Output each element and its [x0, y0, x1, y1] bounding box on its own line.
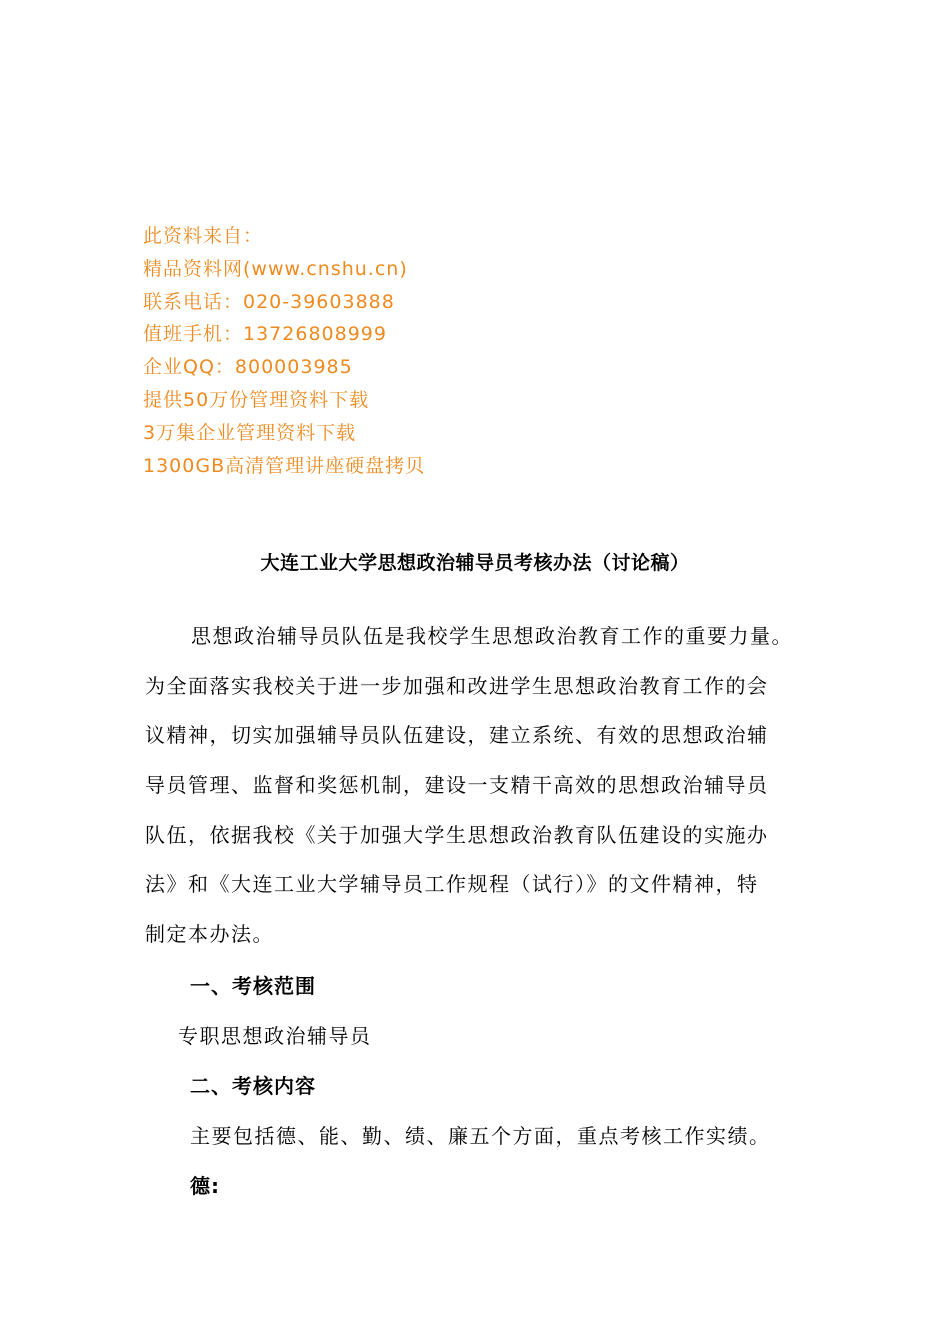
- promo-block: [143, 220, 743, 482]
- intro-line: 议精神，切实加强辅导员队伍建设，建立系统、有效的思想政治辅: [145, 723, 769, 748]
- promo-line-offer-lectures: 1300GB高清管理讲座硬盘拷贝: [143, 454, 426, 477]
- intro-line: 制定本办法。: [145, 922, 274, 947]
- section-heading-scope: 一、考核范围: [190, 974, 316, 998]
- section-text-scope: 专职思想政治辅导员: [178, 1024, 372, 1048]
- document-title: 大连工业大学思想政治辅导员考核办法（讨论稿）: [260, 552, 690, 574]
- promo-line-source: 此资料来自：: [143, 225, 264, 247]
- section-heading-content: 二、考核内容: [190, 1074, 316, 1098]
- promo-line-qq: 企业QQ：800003985: [143, 356, 353, 379]
- promo-line-phone: 联系电话：020-39603888: [143, 290, 395, 313]
- promo-line-website: 精品资料网(www.cnshu.cn): [143, 257, 408, 280]
- intro-line: 为全面落实我校关于进一步加强和改进学生思想政治教育工作的会: [145, 673, 769, 698]
- promo-line-offer-docs: 提供50万份管理资料下载: [143, 388, 370, 411]
- section-text-content: 主要包括德、能、勤、绩、廉五个方面，重点考核工作实绩。: [190, 1124, 771, 1148]
- intro-paragraph: [145, 612, 805, 960]
- promo-line-offer-videos: 3万集企业管理资料下载: [143, 421, 357, 444]
- intro-line: 思想政治辅导员队伍是我校学生思想政治教育工作的重要力量。: [191, 624, 793, 648]
- subheading-de: 德:: [190, 1174, 220, 1198]
- intro-line: 队伍，依据我校《关于加强大学生思想政治教育队伍建设的实施办: [145, 822, 769, 847]
- promo-line-mobile: 值班手机：13726808999: [143, 323, 387, 346]
- intro-line: 导员管理、监督和奖惩机制，建设一支精干高效的思想政治辅导员: [145, 773, 769, 798]
- intro-line: 法》和《大连工业大学辅导员工作规程（试行）》的文件精神，特: [145, 872, 759, 897]
